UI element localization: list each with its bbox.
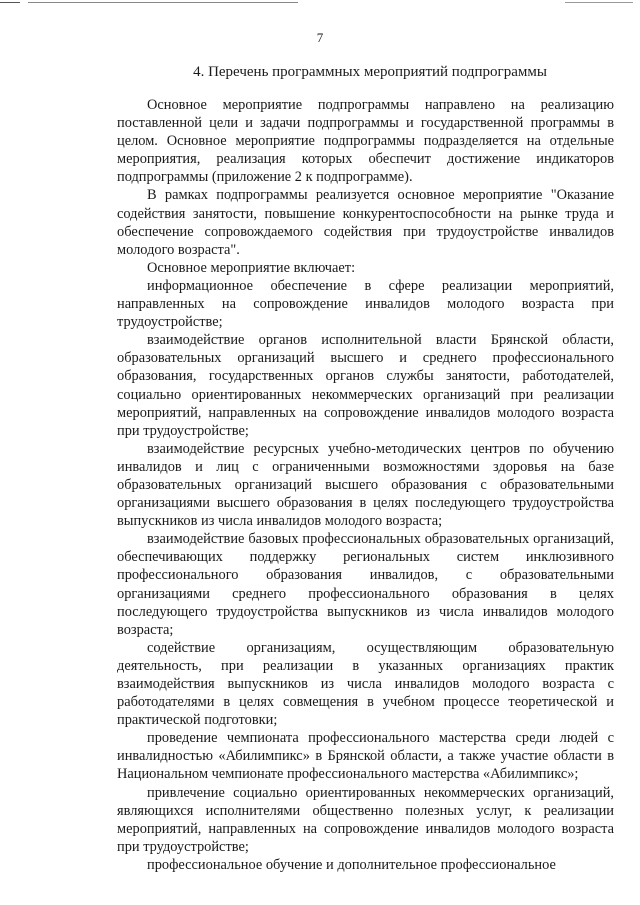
paragraph: Основное мероприятие включает:: [147, 259, 356, 276]
scan-edge-mark: [0, 2, 20, 3]
paragraph: профессиональное обучение и дополнительное профессиональное: [147, 856, 556, 873]
paragraph: В рамках подпрограммы реализуется основное мероприятие "Оказание содействия занятости, повышение конкурентоспособности на рынке труда и обеспечение сопровождаемого содействия при трудоустройстве инвалидов молодого возраста".: [117, 187, 614, 258]
page-number: 7: [316, 30, 324, 45]
paragraph: привлечение социально ориентированных некоммерческих организаций, являющихся исполнителями общественно полезных услуг, к реализации мероприятий, направленных на сопровождение инвалидов молодого возраста при трудоустройстве;: [117, 784, 614, 855]
scan-edge-mark: [565, 2, 633, 3]
paragraph: содействие организациям, осуществляющим образовательную деятельность, при реализации в указанных организациях практик взаимодействия выпускников из числа инвалидов молодого возраста с работодателями в целях совмещения в учебном процессе теоретической и практической подготовки;: [117, 639, 614, 729]
paragraph: взаимодействие ресурсных учебно-методических центров по обучению инвалидов и лиц с ограниченными возможностями здоровья на базе образовательных организаций высшего образования с образовательными организациями высшего образования в целях последующего трудоустройства выпускников из числа инвалидов молодого возраста;: [117, 440, 614, 530]
paragraph: взаимодействие базовых профессиональных образовательных организаций, обеспечивающих поддержку региональных систем инклюзивного профессионального образования инвалидов, с образовательными организациями среднего профессионального образования в целях последующего трудоустройства выпускников из числа инвалидов молодого возраста;: [117, 531, 614, 638]
paragraph: Основное мероприятие подпрограммы направлено на реализацию поставленной цели и задачи подпрограммы и государственной программы в целом. Основное мероприятие подпрограммы подразделяется на отдельные мероприятия, реализация которых обеспечит достижение индикаторов подпрограммы (приложение 2 к подпрограмме).: [117, 97, 614, 186]
body-text: [117, 96, 614, 874]
section-heading: 4. Перечень программных мероприятий подпрограммы: [193, 64, 547, 80]
scan-edge-mark: [28, 2, 298, 3]
paragraph: проведение чемпионата профессионального мастерства среди людей с инвалидностью «Абилимпикс» в Брянской области, а также участие области в Национальном чемпионате профессионального мастерства «Абилимпикс»;: [117, 730, 614, 783]
paragraph: информационное обеспечение в сфере реализации мероприятий, направленных на сопровождение инвалидов молодого возраста при трудоустройстве;: [117, 277, 614, 331]
paragraph: взаимодействие органов исполнительной власти Брянской области, образовательных организаций высшего и среднего профессионального образования, государственных органов службы занятости, работодателей, социально ориентированных некоммерческих организаций при реализации мероприятий, направленных на сопровождение инвалидов молодого возраста при трудоустройстве;: [117, 332, 614, 439]
